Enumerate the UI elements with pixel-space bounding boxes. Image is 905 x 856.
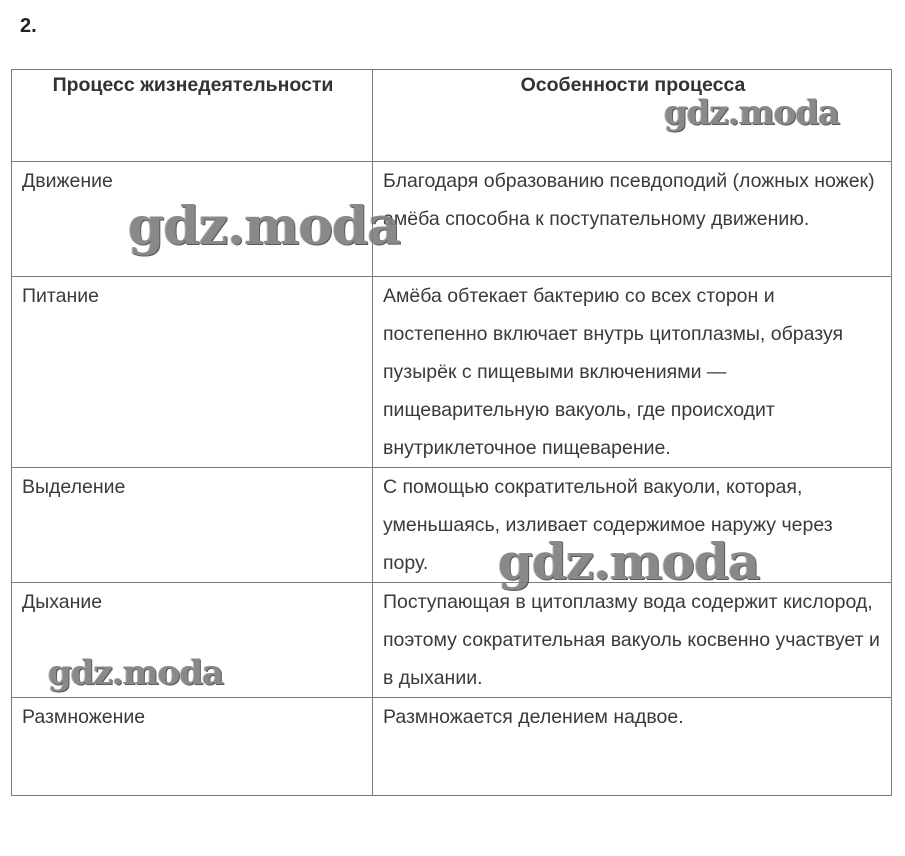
- row-process-cell: Дыхание: [12, 583, 373, 698]
- table-row: [12, 277, 892, 468]
- table-row: [12, 583, 892, 698]
- row-process-cell: Движение: [12, 162, 373, 277]
- row-features-cell: Поступающая в цитоплазму вода содержит кислород, поэтому сократительная вакуоль косвенно участвует и в дыхании.: [373, 583, 892, 698]
- row-process-cell: Питание: [12, 277, 373, 468]
- process-table: [11, 69, 892, 796]
- watermark: gdz.moda: [128, 196, 401, 257]
- table-header-row: [12, 70, 892, 162]
- row-process-cell: Размножение: [12, 698, 373, 796]
- header-features: Особенности процесса: [373, 70, 892, 162]
- row-features-cell: С помощью сократительной вакуоли, которая, уменьшаясь, изливает содержимое наружу через пору.: [373, 468, 892, 583]
- row-process-cell: Выделение: [12, 468, 373, 583]
- task-number: 2.: [20, 15, 37, 37]
- header-process: Процесс жизнедеятельности: [12, 70, 373, 162]
- watermark: gdz.moda: [664, 93, 840, 133]
- table-row: [12, 698, 892, 796]
- row-features-cell: Размножается делением надвое.: [373, 698, 892, 796]
- table-row: [12, 468, 892, 583]
- table-row: [12, 162, 892, 277]
- watermark: gdz.moda: [498, 532, 760, 591]
- row-features-cell: Благодаря образованию псевдоподий (ложных ножек) амёба способна к поступательному движению.: [373, 162, 892, 277]
- watermark: gdz.moda: [48, 653, 224, 693]
- row-features-cell: Амёба обтекает бактерию со всех сторон и постепенно включает внутрь цитоплазмы, образуя пузырёк с пищевыми включениями — пищеварительную вакуоль, где происходит внутриклеточное пищеварение.: [373, 277, 892, 468]
